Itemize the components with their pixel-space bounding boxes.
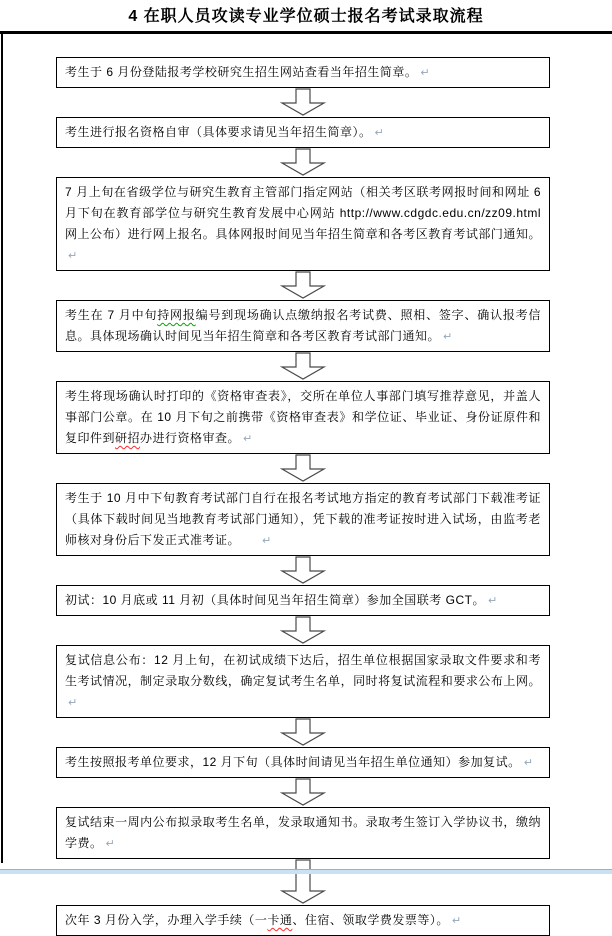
step-text: 复试信息公布：12 月上旬，在初试成绩下达后，招生单位根据国家录取文件要求和考生考试情况，制定录取分数线，确定复试考生名单，同时将复试流程和要求公布上网。: [65, 653, 541, 688]
step-text: 次年 3 月份入学，办理入学手续（一: [65, 913, 268, 927]
step-text: 考生按照报考单位要求，12 月下旬（具体时间请见当年招生单位通知）参加复试。: [65, 755, 521, 769]
paragraph-mark-icon: ↵: [243, 433, 253, 445]
paragraph-mark-icon: ↵: [374, 127, 385, 139]
flow-step-4: [56, 300, 550, 352]
step-text: 考生将现场确认时打印的《资格审查表》，交所在单位人事部门填写推荐意见，并盖人事部门公章。在 10 月下旬之前携带《资格审查表》和学位证、毕业证、身份证原件和复印件到: [65, 389, 541, 445]
flow-step-2: [56, 117, 550, 148]
down-arrow-icon: [56, 271, 550, 300]
paragraph-mark-icon: ↵: [443, 331, 453, 343]
down-arrow-icon: [56, 859, 550, 905]
flow-step-7: [56, 585, 550, 616]
flow-step-10: [56, 807, 550, 859]
down-arrow-icon: [56, 718, 550, 747]
step-text-squiggle-green: 持网报: [157, 308, 196, 322]
flow-step-9: [56, 747, 550, 778]
paragraph-mark-icon: ↵: [420, 67, 431, 79]
flow-step-1: [56, 57, 550, 88]
step-text: 考生于 6 月份登陆报考学校研究生招生网站查看当年招生简章。: [65, 65, 418, 79]
step-text: 7 月上旬在省级学位与研究生教育主管部门指定网站（相关考区联考网报时间和网址 6 月下旬在教育部学位与研究生教育发展中心网站 http://www.cdgdc.edu.cn/zz09.html 网上公布）进行网上报名。具体网报时间见当年招生简章和各考区教育考试部门通知。: [65, 185, 541, 241]
flow-step-3: [56, 177, 550, 271]
step-text: 办进行资格审查。: [140, 431, 241, 445]
flow-step-11: [56, 905, 550, 936]
paragraph-mark-icon: ↵: [487, 595, 498, 607]
step-text: 考生在 7 月中旬: [65, 308, 158, 322]
step-text-squiggle-red: 研招: [115, 431, 141, 445]
paragraph-mark-icon: ↵: [68, 250, 78, 262]
step-text-squiggle-red: 卡通: [267, 913, 293, 927]
paragraph-mark-icon: ↵: [68, 697, 78, 709]
paragraph-mark-icon: ↵: [451, 915, 462, 927]
step-text: 复试结束一周内公布拟录取考生名单，发录取通知书。录取考生签订入学协议书，缴纳学费。: [65, 815, 541, 850]
down-arrow-icon: [56, 148, 550, 177]
down-arrow-icon: [56, 454, 550, 483]
down-arrow-icon: [56, 778, 550, 807]
paragraph-mark-icon: ↵: [523, 757, 534, 769]
step-text: 编号到现场确认点缴纳报名考试费、照相、签字、确认报考信息。具体现场确认时间见当年招生简章和各考区教育考试部门通知。: [65, 308, 541, 343]
trailing-space: [234, 533, 259, 547]
step-text: 考生进行报名资格自审（具体要求请见当年招生简章）。: [65, 125, 372, 139]
step-text: 、住宿、领取学费发票等）。: [292, 913, 449, 927]
flowchart: [56, 34, 550, 936]
down-arrow-icon: [56, 88, 550, 117]
page-title: 4 在职人员攻读专业学位硕士报名考试录取流程: [128, 8, 484, 25]
paragraph-mark-icon: ↵: [262, 535, 272, 547]
flow-step-5: [56, 381, 550, 454]
down-arrow-icon: [56, 616, 550, 645]
paragraph-mark-icon: ↵: [105, 838, 116, 850]
flow-step-6: [56, 483, 550, 556]
flow-step-8: [56, 645, 550, 718]
down-arrow-icon: [56, 556, 550, 585]
down-arrow-icon: [56, 352, 550, 381]
step-text: 考生于 10 月中下旬教育考试部门自行在报名考试地方指定的教育考试部门下载准考证（具体下载时间见当地教育考试部门通知），凭下载的准考证按时进入试场，由监考老师核对身份后下发正式准考证。: [65, 491, 541, 547]
bottom-window-strip: [0, 869, 612, 874]
step-text: 初试：10 月底或 11 月初（具体时间见当年招生简章）参加全国联考 GCT。: [65, 593, 485, 607]
page-left-border: [1, 34, 3, 863]
